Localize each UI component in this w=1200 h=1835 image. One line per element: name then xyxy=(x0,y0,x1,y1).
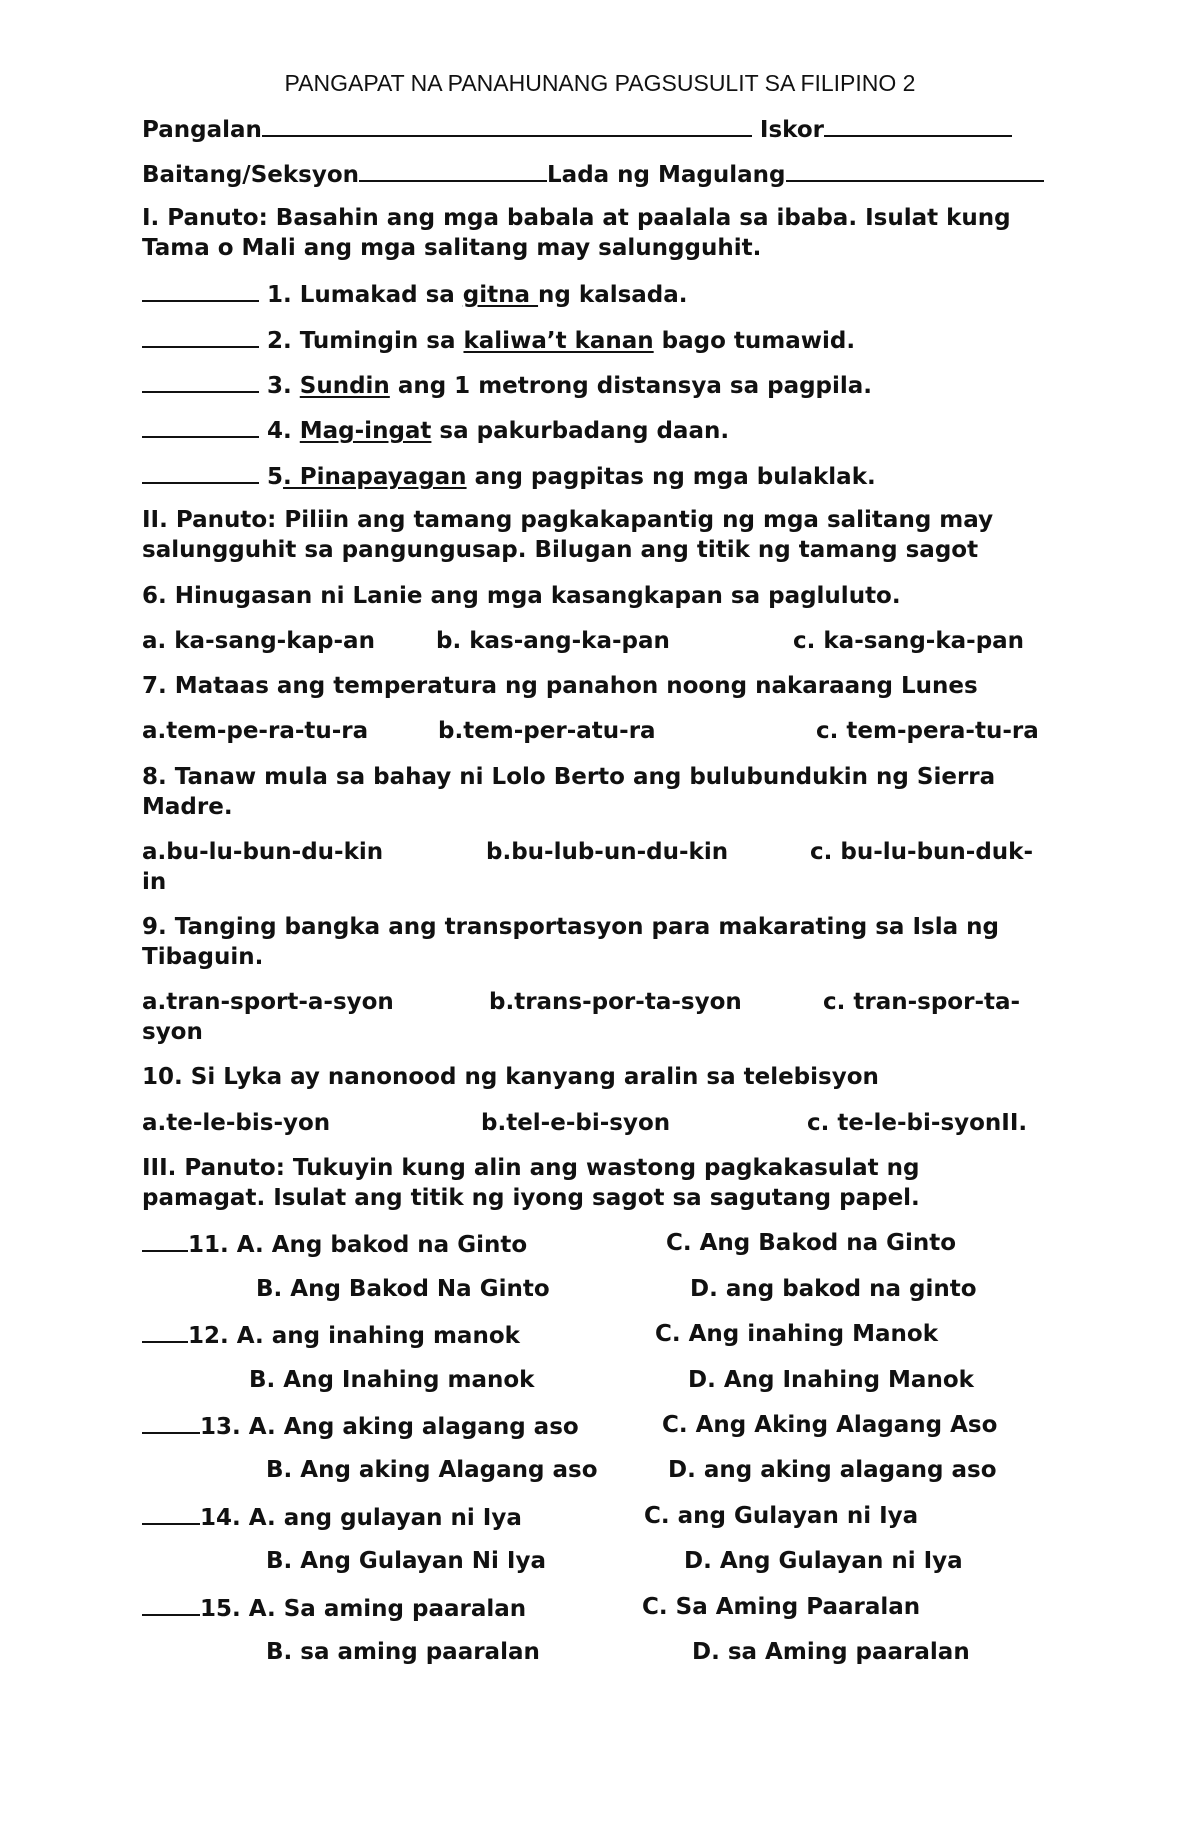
item-text: ang 1 metrong distansya sa pagpila. xyxy=(389,373,873,399)
choice-9c-wrap: syon xyxy=(142,1019,203,1045)
question-7: 7. Mataas ang temperatura ng panahon noong nakaraang Lunes xyxy=(142,673,978,699)
lada-label: Lada ng Magulang xyxy=(547,162,786,188)
choice-12b[interactable]: B. Ang Inahing manok xyxy=(249,1367,535,1393)
choice-7b[interactable]: b.tem-per-atu-ra xyxy=(438,718,656,744)
choice-8a[interactable]: a.bu-lu-bun-du-kin xyxy=(142,839,384,865)
question-9-line-2: Tibaguin. xyxy=(142,944,264,970)
item-text: ang pagpitas ng mga bulaklak. xyxy=(466,464,876,490)
choice-6a[interactable]: a. ka-sang-kap-an xyxy=(142,628,375,654)
answer-blank[interactable] xyxy=(142,1410,200,1434)
part3-instruction-1: III. Panuto: Tukuyin kung alin ang wastong pagkakasulat ng xyxy=(142,1155,920,1181)
choice-7c[interactable]: c. tem-pera-tu-ra xyxy=(816,718,1039,744)
item-text: ng kalsada. xyxy=(538,282,688,308)
choice-14c[interactable]: C. ang Gulayan ni Iya xyxy=(644,1503,919,1529)
choice-6c[interactable]: c. ka-sang-ka-pan xyxy=(793,628,1025,654)
choice-9b[interactable]: b.trans-por-ta-syon xyxy=(489,989,742,1015)
choice-12a[interactable]: 12. A. ang inahing manok xyxy=(188,1323,520,1349)
lada-blank[interactable] xyxy=(786,158,1044,182)
part1-item-3 xyxy=(142,369,872,401)
choice-9c[interactable]: c. tran-spor-ta- xyxy=(823,989,1021,1015)
question-11 xyxy=(142,1228,527,1260)
item-text: 3. xyxy=(267,373,300,399)
choice-11c[interactable]: C. Ang Bakod na Ginto xyxy=(666,1230,957,1256)
iskor-blank[interactable] xyxy=(824,113,1012,137)
answer-blank[interactable] xyxy=(142,1319,188,1343)
choice-15d[interactable]: D. sa Aming paaralan xyxy=(692,1639,970,1665)
underlined-word: Sundin xyxy=(299,373,390,399)
item-text: 4. xyxy=(267,418,300,444)
answer-blank[interactable] xyxy=(142,1592,200,1616)
choice-15a[interactable]: 15. A. Sa aming paaralan xyxy=(200,1596,527,1622)
part2-instruction-1: II. Panuto: Piliin ang tamang pagkakapantig ng mga salitang may xyxy=(142,507,994,533)
part2-instruction-2: salungguhit sa pangungusap. Bilugan ang titik ng tamang sagot xyxy=(142,537,979,563)
iskor-label: Iskor xyxy=(759,117,824,143)
answer-blank[interactable] xyxy=(142,414,259,438)
part1-item-2 xyxy=(142,324,855,356)
section-row xyxy=(142,158,1044,190)
choice-14b[interactable]: B. Ang Gulayan Ni Iya xyxy=(266,1548,546,1574)
answer-blank[interactable] xyxy=(142,324,259,348)
pangalan-blank[interactable] xyxy=(262,113,752,137)
part1-item-4 xyxy=(142,414,729,446)
item-text: 1. Lumakad sa xyxy=(267,282,463,308)
choice-6b[interactable]: b. kas-ang-ka-pan xyxy=(436,628,670,654)
choice-11a[interactable]: 11. A. Ang bakod na Ginto xyxy=(188,1232,528,1258)
choice-14a[interactable]: 14. A. ang gulayan ni Iya xyxy=(200,1505,522,1531)
item-text: sa pakurbadang daan. xyxy=(431,418,730,444)
choice-11b[interactable]: B. Ang Bakod Na Ginto xyxy=(256,1276,550,1302)
part1-item-1 xyxy=(142,278,688,310)
baitang-blank[interactable] xyxy=(359,158,547,182)
question-13 xyxy=(142,1410,579,1442)
choice-7a[interactable]: a.tem-pe-ra-tu-ra xyxy=(142,718,369,744)
choice-8c-wrap: in xyxy=(142,869,167,895)
underlined-word: . Pinapayagan xyxy=(283,464,467,490)
choice-10b[interactable]: b.tel-e-bi-syon xyxy=(481,1110,671,1136)
pangalan-label: Pangalan xyxy=(142,117,262,143)
answer-blank[interactable] xyxy=(142,1501,200,1525)
choice-11d[interactable]: D. ang bakod na ginto xyxy=(690,1276,977,1302)
choice-8b[interactable]: b.bu-lub-un-du-kin xyxy=(486,839,729,865)
choice-14d[interactable]: D. Ang Gulayan ni Iya xyxy=(684,1548,963,1574)
part1-instruction-2: Tama o Mali ang mga salitang may salungguhit. xyxy=(142,235,762,261)
item-text: bago tumawid. xyxy=(653,328,856,354)
question-8-line-2: Madre. xyxy=(142,794,233,820)
item-text: 5 xyxy=(267,464,284,490)
choice-10c[interactable]: c. te-le-bi-syonII. xyxy=(807,1110,1028,1136)
name-row xyxy=(142,113,1012,145)
answer-blank[interactable] xyxy=(142,369,259,393)
underlined-word: kaliwa’t kanan xyxy=(463,328,654,354)
underlined-word: Mag-ingat xyxy=(299,418,432,444)
choice-15c[interactable]: C. Sa Aming Paaralan xyxy=(642,1594,921,1620)
choice-12d[interactable]: D. Ang Inahing Manok xyxy=(688,1367,974,1393)
choice-13a[interactable]: 13. A. Ang aking alagang aso xyxy=(200,1414,579,1440)
choice-13b[interactable]: B. Ang aking Alagang aso xyxy=(266,1457,598,1483)
choice-15b[interactable]: B. sa aming paaralan xyxy=(266,1639,540,1665)
page-title: PANGAPAT NA PANAHUNANG PAGSUSULIT SA FILIPINO 2 xyxy=(284,70,916,96)
question-6: 6. Hinugasan ni Lanie ang mga kasangkapan sa pagluluto. xyxy=(142,583,901,609)
part1-instruction-1: I. Panuto: Basahin ang mga babala at paalala sa ibaba. Isulat kung xyxy=(142,205,1011,231)
item-text: 2. Tumingin sa xyxy=(267,328,464,354)
question-15 xyxy=(142,1592,526,1624)
answer-blank[interactable] xyxy=(142,1228,188,1252)
question-12 xyxy=(142,1319,520,1351)
answer-blank[interactable] xyxy=(142,278,259,302)
question-10: 10. Si Lyka ay nanonood ng kanyang aralin sa telebisyon xyxy=(142,1064,879,1090)
question-14 xyxy=(142,1501,522,1533)
choice-9a[interactable]: a.tran-sport-a-syon xyxy=(142,989,394,1015)
choice-13d[interactable]: D. ang aking alagang aso xyxy=(668,1457,997,1483)
choice-8c[interactable]: c. bu-lu-bun-duk- xyxy=(810,839,1034,865)
part3-instruction-2: pamagat. Isulat ang titik ng iyong sagot sa sagutang papel. xyxy=(142,1185,920,1211)
choice-10a[interactable]: a.te-le-bis-yon xyxy=(142,1110,331,1136)
underlined-word: gitna xyxy=(462,282,539,308)
answer-blank[interactable] xyxy=(142,460,259,484)
baitang-label: Baitang/Seksyon xyxy=(142,162,360,188)
choice-13c[interactable]: C. Ang Aking Alagang Aso xyxy=(662,1412,998,1438)
question-9-line-1: 9. Tanging bangka ang transportasyon para makarating sa Isla ng xyxy=(142,914,999,940)
choice-12c[interactable]: C. Ang inahing Manok xyxy=(655,1321,939,1347)
part1-item-5 xyxy=(142,460,876,492)
question-8-line-1: 8. Tanaw mula sa bahay ni Lolo Berto ang bulubundukin ng Sierra xyxy=(142,764,996,790)
